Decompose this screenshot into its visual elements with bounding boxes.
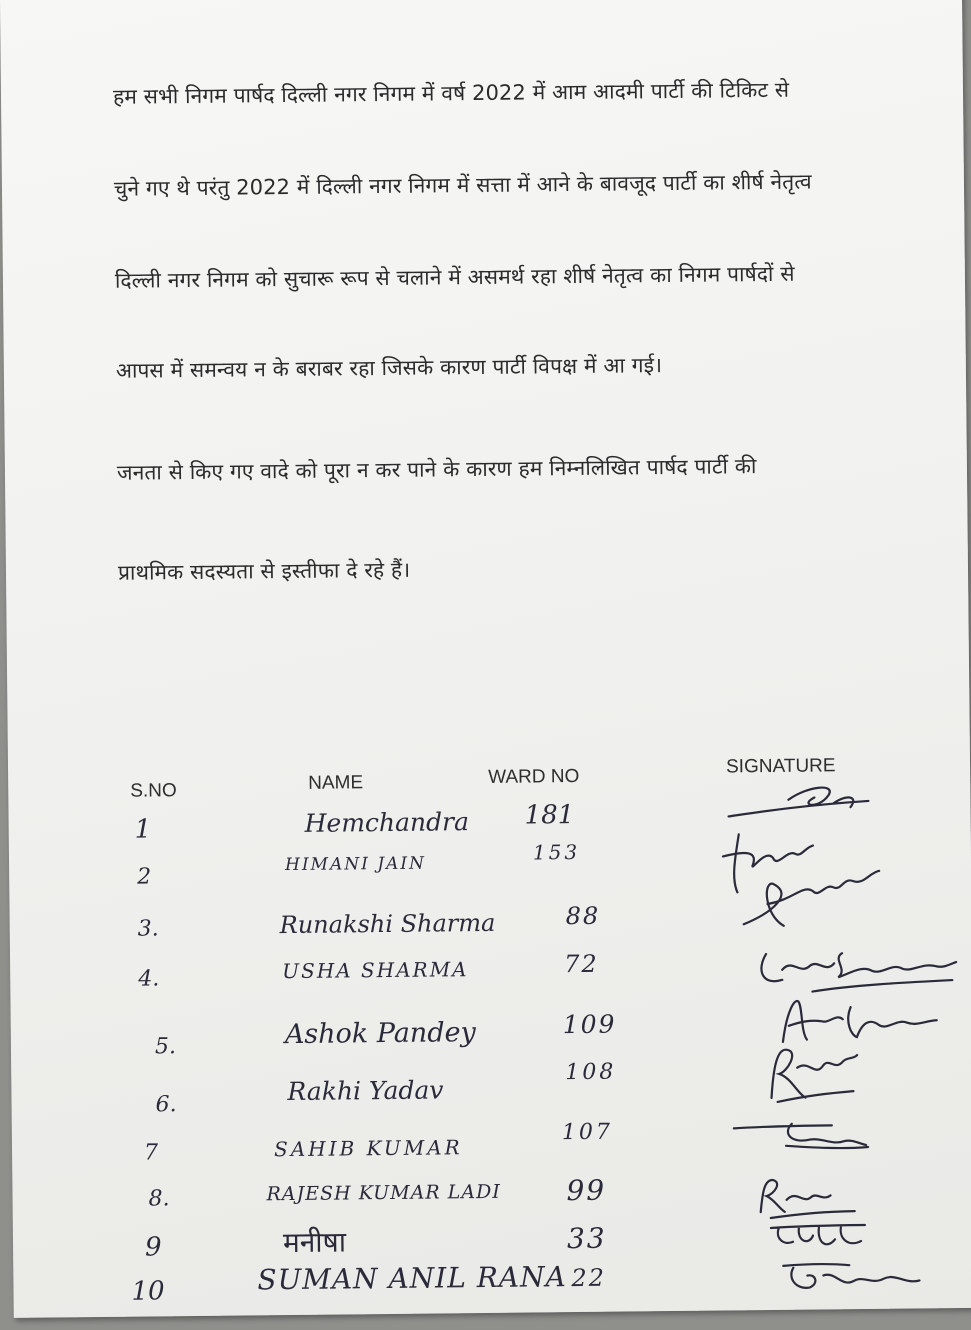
row-2-name: HIMANI JAIN [284,853,427,876]
row-10-ward: 22 [571,1263,607,1293]
signature-7 [732,1111,873,1166]
row-8-name: RAJESH KUMAR LADI [266,1180,501,1206]
row-5-sno: 5. [154,1034,177,1060]
paragraph-line-6: प्राथमिक सदस्यता से इस्तीफा दे रहे हैं। [117,557,411,585]
paragraph-line-1: हम सभी निगम पार्षद दिल्ली नगर निगम में वर्ष 2022 में आम आदमी पार्टी की टिकिट से [112,77,790,109]
header-signature: SIGNATURE [725,755,836,778]
row-4-sno: 4. [138,966,160,992]
row-10-name: SUMAN ANIL RANA [257,1260,567,1297]
row-3-ward: 88 [565,901,601,931]
paragraph-line-5: जनता से किए गए वादे को पूरा न कर पाने के कारण हम निम्नलिखित पार्षद पार्टी की [116,454,757,485]
signature-3 [733,863,894,949]
row-10-sno: 10 [131,1276,165,1307]
row-3-name: Runakshi Sharma [279,908,496,940]
row-7-ward: 107 [561,1119,614,1146]
row-2-sno: 2 [137,864,152,890]
row-4-name: USHA SHARMA [282,957,469,984]
row-7-sno: 7 [143,1140,159,1166]
header-ward: WARD NO [488,765,580,788]
row-8-ward: 99 [566,1173,607,1208]
row-6-sno: 6. [155,1092,177,1118]
row-1-sno: 1 [134,814,152,845]
signature-6 [757,1037,868,1112]
row-6-name: Rakhi Yadav [287,1075,444,1107]
row-8-sno: 8. [148,1186,170,1212]
row-5-name: Ashok Pandey [284,1017,476,1051]
paragraph-line-2: चुने गए थे परंतु 2022 में दिल्ली नगर निगम में सत्ता में आने के बावजूद पार्टी का शीर्ष नेतृत्व [113,169,812,201]
row-1-ward: 181 [524,800,575,831]
row-9-ward: 33 [566,1221,607,1256]
row-3-sno: 3. [137,916,159,942]
row-7-name: SAHIB KUMAR [273,1135,463,1162]
row-2-ward: 153 [532,839,581,865]
row-5-ward: 109 [562,1009,617,1040]
header-name: NAME [308,772,364,794]
row-1-name: Hemchandra [304,807,470,838]
signature-8 [750,1171,861,1226]
row-4-ward: 72 [563,949,599,979]
header-sno: S.NO [130,780,177,802]
paragraph-line-3: दिल्ली नगर निगम को सुचारू रूप से चलाने में असमर्थ रहा शीर्ष नेतृत्व का निगम पार्षदों से [114,261,795,293]
row-9-name: मनीषा [282,1225,347,1260]
paragraph-line-4: आपस में समन्वय न के बराबर रहा जिसके कारण पार्टी विपक्ष में आ गई। [115,353,663,383]
row-9-sno: 9 [144,1232,162,1263]
row-6-ward: 108 [565,1059,617,1086]
signature-10 [779,1252,930,1304]
